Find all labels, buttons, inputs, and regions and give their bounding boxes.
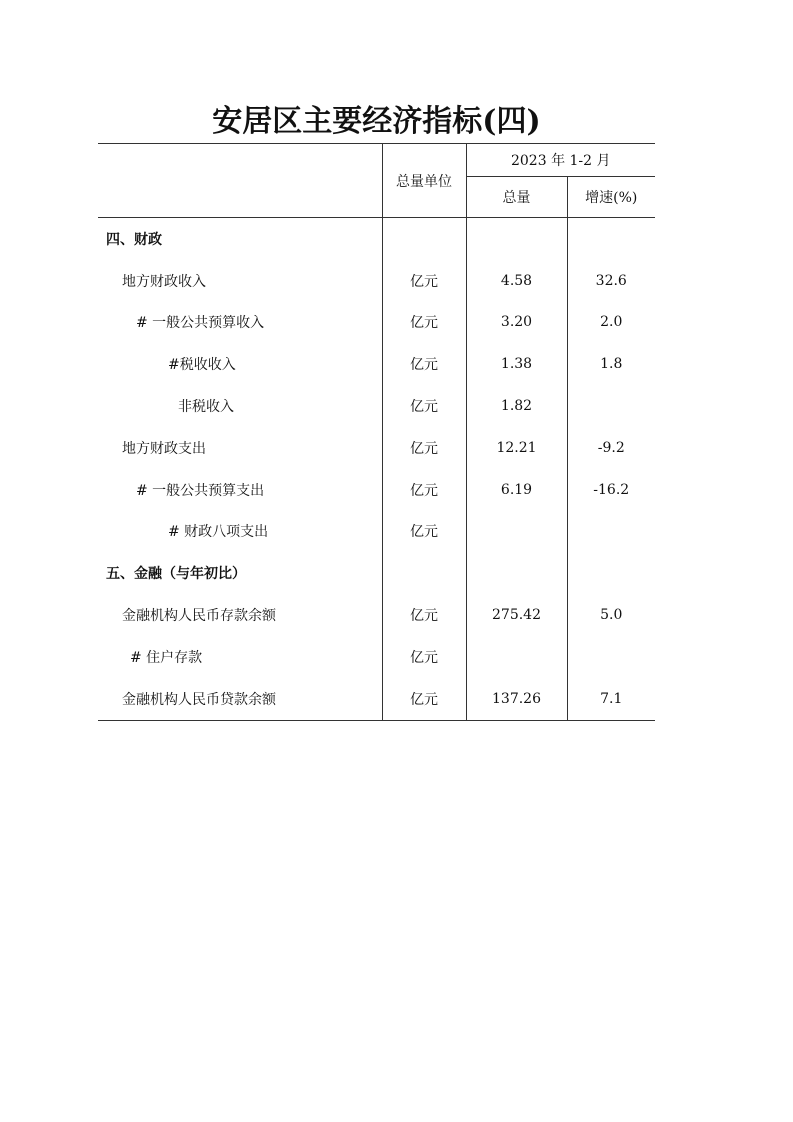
row-growth: -16.2 — [567, 469, 655, 511]
row-unit: 亿元 — [382, 469, 466, 511]
row-label: 非税收入 — [178, 399, 234, 416]
row-total: 1.38 — [466, 343, 567, 385]
row-total: 3.20 — [466, 302, 567, 344]
table-row — [98, 552, 655, 594]
row-unit: 亿元 — [382, 343, 466, 385]
row-total: 6.19 — [466, 469, 567, 511]
row-growth — [567, 636, 655, 678]
row-label: #税收收入 — [168, 357, 236, 374]
row-growth — [567, 511, 655, 553]
row-total: 12.21 — [466, 427, 567, 469]
row-growth: -9.2 — [567, 427, 655, 469]
row-label: 地方财政支出 — [122, 440, 206, 457]
header-growth: 增速(%) — [567, 177, 655, 218]
table-row — [98, 302, 655, 344]
indicator-table — [98, 143, 655, 721]
row-unit: 亿元 — [382, 385, 466, 427]
row-growth — [567, 385, 655, 427]
row-unit: 亿元 — [382, 260, 466, 302]
table-row — [98, 260, 655, 302]
row-unit: 亿元 — [382, 511, 466, 553]
row-label: # 财政八项支出 — [168, 524, 269, 541]
row-label: 地方财政收入 — [122, 273, 206, 290]
table-row — [98, 636, 655, 678]
row-total — [466, 511, 567, 553]
row-growth: 7.1 — [567, 678, 655, 720]
category-finance-banking: 五、金融（与年初比） — [106, 566, 246, 583]
row-unit: 亿元 — [382, 427, 466, 469]
row-label: # 一般公共预算支出 — [136, 482, 265, 499]
table-row — [98, 511, 655, 553]
row-growth: 1.8 — [567, 343, 655, 385]
row-total: 137.26 — [466, 678, 567, 720]
header-unit: 总量单位 — [382, 144, 466, 218]
row-growth: 2.0 — [567, 302, 655, 344]
table-row — [98, 385, 655, 427]
table-row — [98, 469, 655, 511]
row-total: 275.42 — [466, 594, 567, 636]
header-total: 总量 — [466, 177, 567, 218]
header-blank-2 — [98, 177, 382, 218]
row-growth: 5.0 — [567, 594, 655, 636]
category-finance: 四、财政 — [106, 231, 162, 248]
row-unit: 亿元 — [382, 678, 466, 720]
header-row-1 — [98, 144, 655, 177]
header-period: 2023 年 1-2 月 — [466, 144, 655, 177]
row-unit: 亿元 — [382, 636, 466, 678]
table-row — [98, 343, 655, 385]
header-row-2 — [98, 177, 655, 218]
table-row — [98, 427, 655, 469]
table-row — [98, 594, 655, 636]
header-blank — [98, 144, 382, 177]
row-label: # 一般公共预算收入 — [136, 315, 265, 332]
row-total: 4.58 — [466, 260, 567, 302]
row-label: 金融机构人民币贷款余额 — [98, 678, 382, 720]
row-total: 1.82 — [466, 385, 567, 427]
page-title: 安居区主要经济指标(四) — [212, 104, 541, 139]
row-growth: 32.6 — [567, 260, 655, 302]
table-row — [98, 678, 655, 720]
row-unit: 亿元 — [382, 594, 466, 636]
table-row — [98, 218, 655, 260]
row-label: 金融机构人民币存款余额 — [122, 608, 276, 625]
row-total — [466, 636, 567, 678]
row-label: # 住户存款 — [130, 649, 203, 666]
row-unit: 亿元 — [382, 302, 466, 344]
